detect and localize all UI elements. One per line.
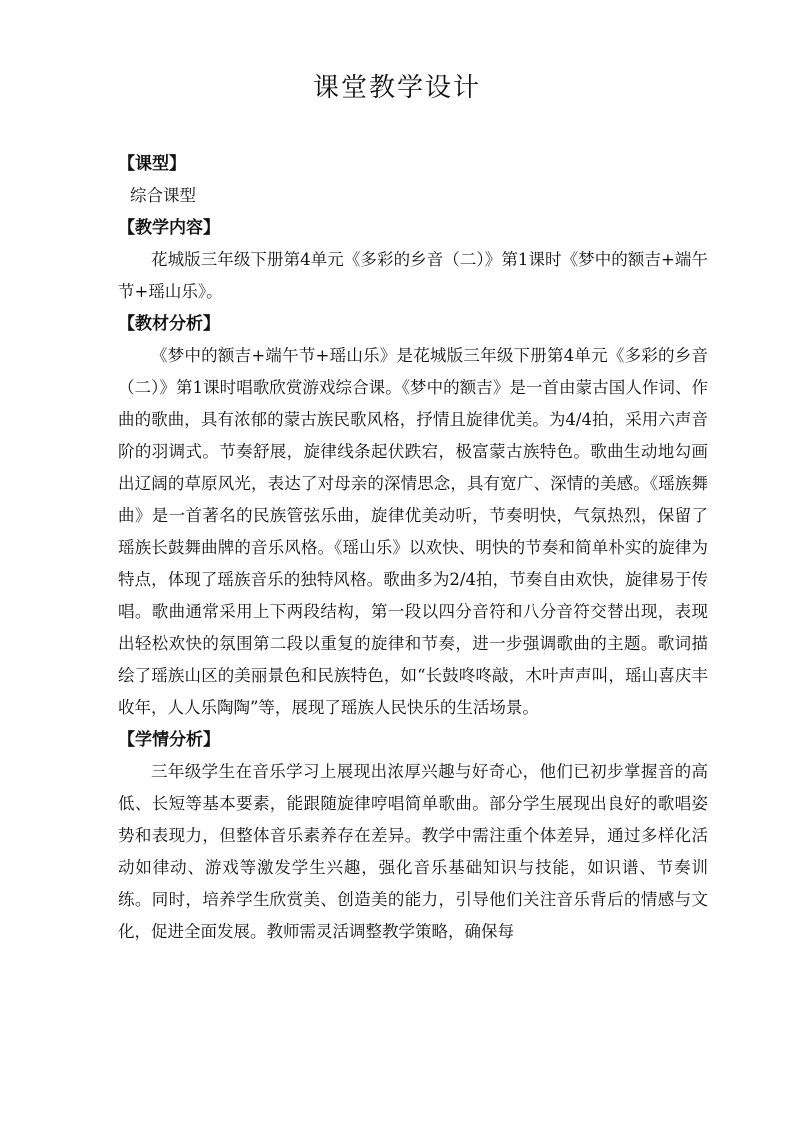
section-material-analysis: [118, 308, 708, 724]
section-heading: 【课型】: [118, 154, 186, 174]
section-body: 《梦中的额吉+端午节+瑶山乐》是花城版三年级下册第4单元《多彩的乡音（二）》第1课时唱歌欣赏游戏综合课。《梦中的额吉》是一首由蒙古国人作词、作曲的歌曲，具有浓郁的蒙古族民歌风格，抒情且旋律优美。为4/4拍，采用六声音阶的羽调式。节奏舒展，旋律线条起伏跌宕，极富蒙古族特色。歌曲生动地勾画出辽阔的草原风光，表达了对母亲的深情思念，具有宽广、深情的美感。《瑶族舞曲》是一首著名的民族管弦乐曲，旋律优美动听，节奏明快，气氛热烈，保留了瑶族长鼓舞曲牌的音乐风格。《瑶山乐》以欢快、明快的节奏和简单朴实的旋律为特点，体现了瑶族音乐的独特风格。歌曲多为2/4拍，节奏自由欢快，旋律易于传唱。歌曲通常采用上下两段结构，第一段以四分音符和八分音符交替出现，表现出轻松欢快的氛围第二段以重复的旋律和节奏，进一步强调歌曲的主题。歌词描绘了瑶族山区的美丽景色和民族特色，如“长鼓咚咚敲，木叶声声叫，瑶山喜庆丰收年，人人乐陶陶”等，展现了瑶族人民快乐的生活场景。: [118, 346, 708, 717]
section-body: 综合课型: [130, 186, 196, 205]
section-body: 三年级学生在音乐学习上展现出浓厚兴趣与好奇心，他们已初步掌握音的高低、长短等基本要素，能跟随旋律哼唱简单歌曲。部分学生展现出良好的歌唱姿势和表现力，但整体音乐素养存在差异。教学中需注重个体差异，通过多样化活动如律动、游戏等激发学生兴趣，强化音乐基础知识与技能，如识谱、节奏训练。同时，培养学生欣赏美、创造美的能力，引导他们关注音乐背后的情感与文化，促进全面发展。教师需灵活调整教学策略，确保每: [118, 762, 708, 941]
section-teaching-content: [118, 212, 708, 308]
section-heading: 【学情分析】: [118, 730, 220, 750]
section-body: 花城版三年级下册第4单元《多彩的乡音（二）》第1课时《梦中的额吉+端午节+瑶山乐》。: [118, 250, 708, 301]
section-heading: 【教材分析】: [118, 314, 220, 334]
page-title: 课堂教学设计: [312, 73, 481, 103]
document-body: [118, 148, 708, 948]
section-lesson-type: [118, 148, 708, 212]
section-student-analysis: [118, 724, 708, 948]
section-heading: 【教学内容】: [118, 218, 220, 238]
